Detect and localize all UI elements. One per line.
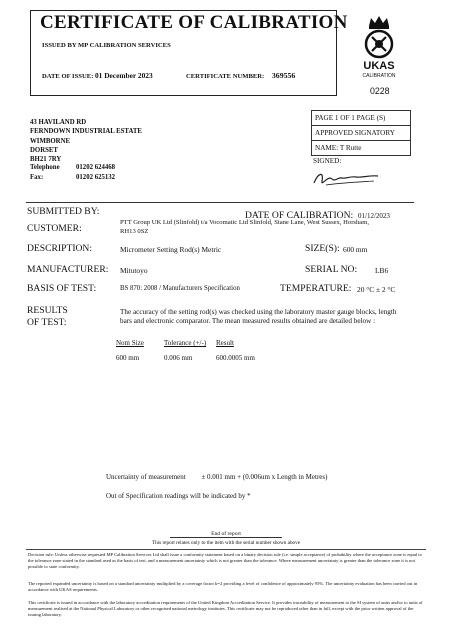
basis-of-test-value: BS 870: 2008 / Manufacturers Specification bbox=[120, 285, 240, 292]
serial-number-value: LB6 bbox=[375, 266, 389, 275]
certificate-number bbox=[186, 71, 295, 80]
issuer-address bbox=[30, 118, 142, 164]
address-line: BH21 7RY bbox=[30, 156, 62, 164]
section-divider bbox=[26, 202, 414, 203]
date-of-issue bbox=[42, 71, 153, 80]
results-label-line2: OF TEST: bbox=[27, 317, 67, 328]
report-scope-note: This report relates only to the item with the serial number shown above bbox=[151, 540, 301, 546]
column-header-nom-size: Nom Size bbox=[116, 339, 144, 347]
signed-label: SIGNED: bbox=[313, 157, 342, 165]
column-header-result: Result bbox=[216, 339, 234, 347]
temperature-value: 20 °C ± 2 °C bbox=[357, 285, 396, 294]
description-value: Micrometer Setting Rod(s) Metric bbox=[120, 245, 222, 254]
uncertainty-value: ± 0.001 mm + (0.006um x Length in Metres) bbox=[201, 473, 328, 481]
ukas-text: UKAS bbox=[363, 60, 395, 72]
size-value: 600 mm bbox=[343, 245, 368, 254]
manufacturer-label: MANUFACTURER: bbox=[27, 264, 109, 275]
result-cell-nom-size: 600 mm bbox=[116, 354, 140, 362]
result-cell-tolerance: 0.006 mm bbox=[164, 354, 193, 362]
result-cell-result: 600.0005 mm bbox=[216, 354, 255, 362]
description-label: DESCRIPTION: bbox=[27, 243, 93, 254]
results-label: RESULTS bbox=[27, 305, 68, 316]
certificate-title: CERTIFICATE OF CALIBRATION bbox=[40, 12, 348, 33]
date-of-calibration-value: 01/12/2023 bbox=[358, 212, 390, 220]
signatory-name: NAME: T Rutte bbox=[315, 144, 362, 152]
crown-icon bbox=[369, 16, 389, 29]
address-line: FERNDOWN INDUSTRIAL ESTATE bbox=[30, 128, 142, 136]
telephone-label: Telephone bbox=[30, 164, 60, 171]
size-label: SIZE(S): bbox=[305, 243, 340, 254]
certificate-number-label: CERTIFICATE NUMBER: bbox=[186, 73, 265, 80]
date-of-issue-value: 01 December 2023 bbox=[94, 71, 153, 80]
approval-box bbox=[311, 110, 411, 156]
fax-value: 01202 625132 bbox=[76, 174, 116, 181]
issued-by: ISSUED BY MP CALIBRATION SERVICES bbox=[42, 42, 171, 49]
temperature-label: TEMPERATURE: bbox=[280, 283, 352, 294]
contact-numbers bbox=[30, 163, 115, 183]
column-header-tolerance: Tolerance (+/-) bbox=[164, 339, 207, 347]
address-line: 43 HAVILAND RD bbox=[30, 119, 87, 126]
end-of-report-rule bbox=[170, 537, 282, 538]
footer-divider bbox=[26, 549, 426, 550]
end-of-report: End of report bbox=[211, 531, 241, 537]
telephone-value: 01202 624468 bbox=[76, 164, 116, 171]
ukas-logo bbox=[355, 14, 403, 84]
signature-icon bbox=[308, 163, 394, 191]
customer-value-line2: RH13 0SZ bbox=[120, 228, 149, 235]
uncertainty-of-measurement bbox=[106, 473, 327, 481]
fax-label: Fax: bbox=[30, 174, 44, 181]
date-of-calibration-label: DATE OF CALIBRATION: bbox=[245, 210, 354, 221]
uncertainty-statement-text: The reported expanded uncertainty is based on a standard uncertainty multiplied by a coverage factor k=2 providing a level of confidence of approximately 95%. The uncertainty evaluation has been carried out in accordance with UKAS requirements. bbox=[28, 581, 418, 593]
basis-of-test-label: BASIS OF TEST: bbox=[27, 283, 97, 294]
approved-signatory: APPROVED SIGNATORY bbox=[312, 126, 410, 141]
address-line: WIMBORNE bbox=[30, 137, 71, 145]
certificate-number-value: 369556 bbox=[271, 71, 296, 80]
out-of-spec-note: Out of Specification readings will be indicated by * bbox=[106, 492, 251, 500]
manufacturer-value: Mitutoyo bbox=[120, 266, 148, 275]
traceability-statement-text: This certificate is issued in accordance with the laboratory accreditation requirements of the United Kingdom Accreditation Service. It provides traceability of measurement to the SI system of units and/or to units of measurement realised at the National Physical Laboratory or other recognised national metrology institutes. This certificate may not be reproduced other than in full, except with the prior written approval of the issuing laboratory. bbox=[28, 600, 423, 618]
date-of-issue-label: DATE OF ISSUE: bbox=[42, 73, 94, 80]
ukas-number: 0228 bbox=[370, 86, 390, 96]
page-count: PAGE 1 OF 1 PAGE (S) bbox=[312, 111, 410, 126]
results-description: The accuracy of the setting rod(s) was checked using the laboratory master gauge blocks, length bars and electronic comparator. The mean measured results obtained are detailed below : bbox=[120, 308, 397, 325]
customer-value: PTT Group UK Ltd (Slinfold) t/a Vocomatic Ltd Slinfold, Stane Lane, West Sussex, Horsham, bbox=[120, 219, 369, 226]
submitted-by-label: SUBMITTED BY: bbox=[27, 206, 100, 217]
ukas-subtext: CALIBRATION bbox=[362, 73, 396, 79]
serial-number-label: SERIAL NO: bbox=[305, 264, 358, 275]
uncertainty-label: Uncertainty of measurement bbox=[106, 473, 186, 481]
address-line: DORSET bbox=[30, 146, 58, 154]
customer-label: CUSTOMER: bbox=[27, 223, 82, 234]
decision-rule-text: Decision rule: Unless otherwise requested MP Calibration Services Ltd shall issue a conformity statement based on a binary decision rule (i.e. simple acceptance) of probability where the acceptance zone is equal to the tolerance zone stated in the standard used as the basis of test, and a measurement uncertainty which is not greater than the tolerance. Where measurement uncertainty is greater than the tolerance zone it is not possible to state conformity. bbox=[28, 552, 422, 570]
